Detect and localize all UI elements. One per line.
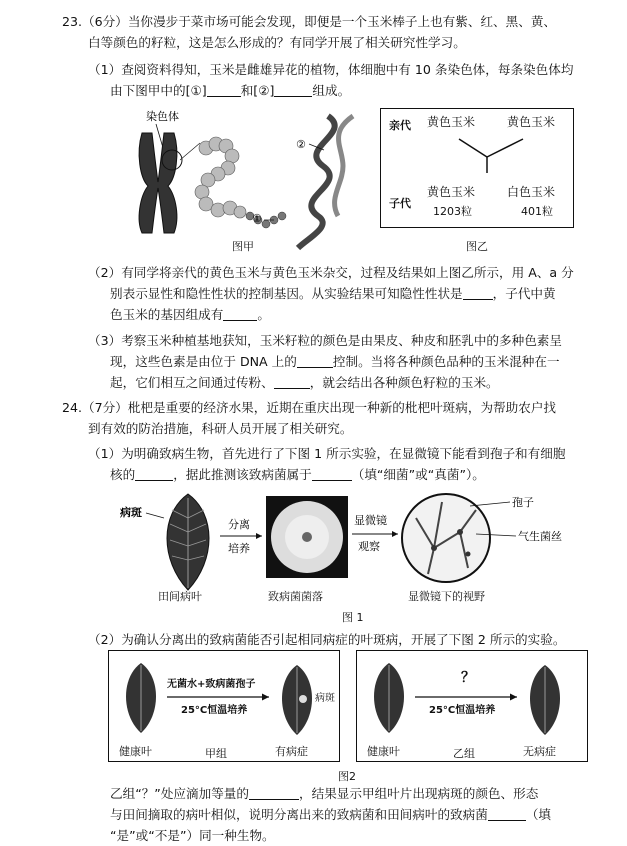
- microscope-view-image: [402, 494, 490, 582]
- q23-line2: 白等颜色的籽粒，这是怎么形成的？有同学开展了相关研究性学习。: [88, 35, 466, 50]
- figure-yi: [380, 108, 574, 228]
- group-a-left-caption: 健康叶: [119, 745, 152, 758]
- chromosome-label: 染色体: [146, 110, 179, 123]
- group-a-name: 甲组: [205, 747, 227, 760]
- arrow1-top: 分离: [228, 518, 250, 531]
- answer-blank[interactable]: [274, 374, 310, 389]
- q24-tail-line2: 与田间摘取的病叶相似，说明分离出来的致病菌和田间病叶的致病菌 （填: [110, 807, 551, 822]
- figure-2-group-b: [356, 650, 588, 762]
- group-a-spot-label: 病斑: [315, 693, 335, 704]
- coiled-fiber-image: [195, 137, 246, 218]
- answer-blank[interactable]: [463, 285, 493, 300]
- fig-jia-caption: 图甲: [232, 240, 254, 253]
- q24-part2: （2）为确认分离出的致病菌能否引起相同病症的叶斑病，开展了下图 2 所示的实验。: [88, 632, 566, 647]
- parent-label: 亲代: [389, 119, 411, 132]
- answer-blank[interactable]: [207, 82, 241, 97]
- answer-blank[interactable]: [297, 353, 333, 368]
- fig-yi-caption: 图乙: [466, 240, 488, 253]
- mark-1: ①: [252, 212, 262, 225]
- fig1-caption: 图 1: [342, 611, 364, 624]
- parent1: 黄色玉米: [427, 115, 476, 129]
- q23-part1-line1: （1）查阅资料得知，玉米是雌雄异花的植物，体细胞中有 10 条染色体，每条染色体均: [88, 62, 574, 77]
- q23-line1: 23.（6分）当你漫步于菜市场可能会发现，即便是一个玉米棒子上也有紫、红、黑、黄、: [62, 14, 557, 29]
- q24-line1: 24.（7分）枇杷是重要的经济水果，近期在重庆出现一种新的枇杷叶斑病，为帮助农户找: [62, 400, 557, 415]
- q24-tail-line3: “是”或“不是”）同一种生物。: [110, 828, 275, 843]
- group-b-left-caption: 健康叶: [367, 745, 400, 758]
- q24-part1-line2: 核的 ，据此推测该致病菌属于 （填“细菌”或“真菌”）。: [110, 467, 485, 482]
- group-b-arrow-bottom: 25°C恒温培养: [429, 705, 496, 716]
- chromosome-image: [139, 133, 182, 233]
- arrow1-bottom: 培养: [228, 542, 250, 555]
- child1-count: 1203粒: [433, 205, 472, 218]
- child1: 黄色玉米: [427, 185, 476, 199]
- q23-part3-line2: 现，这些色素是由位于 DNA 上的 控制。当将各种颜色品种的玉米混种在一: [110, 354, 560, 369]
- answer-blank[interactable]: [312, 466, 352, 481]
- q24-line2: 到有效的防治措施，科研人员开展了相关研究。: [88, 421, 353, 436]
- q23-part2-line2: 别表示显性和隐性性状的控制基因。从实验结果可知隐性性状是 ，子代中黄: [110, 286, 556, 301]
- figure-2-group-a: [108, 650, 340, 762]
- spot-label: 病斑: [120, 506, 142, 519]
- answer-blank[interactable]: [223, 306, 257, 321]
- dna-helix-image: [298, 116, 353, 248]
- figure-jia: [128, 108, 368, 258]
- group-b-arrow-top: ？: [461, 670, 475, 686]
- group-a-graphic: [119, 659, 329, 737]
- group-b-right-caption: 无病症: [523, 745, 556, 758]
- colony-image: [266, 496, 348, 578]
- child2-count: 401粒: [521, 205, 553, 218]
- answer-blank[interactable]: [135, 466, 173, 481]
- mark-2: ②: [296, 138, 306, 151]
- figure-1: [116, 488, 576, 600]
- parent2: 黄色玉米: [507, 115, 556, 129]
- q24-tail-line1: 乙组“？”处应滴加等量的 ，结果显示甲组叶片出现病斑的颜色、形态: [110, 786, 539, 801]
- diseased-leaf-image: [167, 494, 209, 590]
- img1-caption: 田间病叶: [158, 590, 202, 603]
- child2: 白色玉米: [507, 185, 556, 199]
- spore-label: 孢子: [512, 496, 534, 509]
- group-a-right-caption: 有病症: [275, 745, 308, 758]
- answer-blank[interactable]: [274, 82, 312, 97]
- arrow2-bottom: 观察: [358, 540, 380, 553]
- img2-caption: 致病菌菌落: [268, 590, 323, 603]
- group-b-name: 乙组: [453, 747, 475, 760]
- q23-part1-line2: 由下图甲中的[①] 和[②] 组成。: [110, 83, 351, 98]
- q23-part3-line3: 起，它们相互之间通过传粉、 ，就会结出各种颜色籽粒的玉米。: [110, 375, 499, 390]
- q23-part3-line1: （3）考察玉米种植基地获知，玉米籽粒的颜色是由果皮、种皮和胚乳中的多种色素呈: [88, 333, 562, 348]
- group-a-arrow-bottom: 25°C恒温培养: [181, 705, 248, 716]
- group-a-arrow-top: 无菌水+致病菌孢子: [167, 679, 256, 690]
- arrow2-top: 显微镜: [354, 514, 387, 527]
- offspring-label: 子代: [389, 197, 411, 210]
- img3-caption: 显微镜下的视野: [408, 590, 485, 603]
- q23-part2-line3: 色玉米的基因组成有 。: [110, 307, 270, 322]
- fig2-caption: 图2: [338, 770, 356, 783]
- answer-blank[interactable]: [249, 785, 299, 800]
- q23-part2-line1: （2）有同学将亲代的黄色玉米与黄色玉米杂交，过程及结果如上图乙所示，用 A、a 分: [88, 265, 574, 280]
- hyphae-label: 气生菌丝: [518, 530, 562, 543]
- answer-blank[interactable]: [488, 806, 526, 821]
- cross-lines: [451, 135, 531, 175]
- q24-part1-line1: （1）为明确致病生物，首先进行了下图 1 所示实验，在显微镜下能看到孢子和有细胞: [88, 446, 566, 461]
